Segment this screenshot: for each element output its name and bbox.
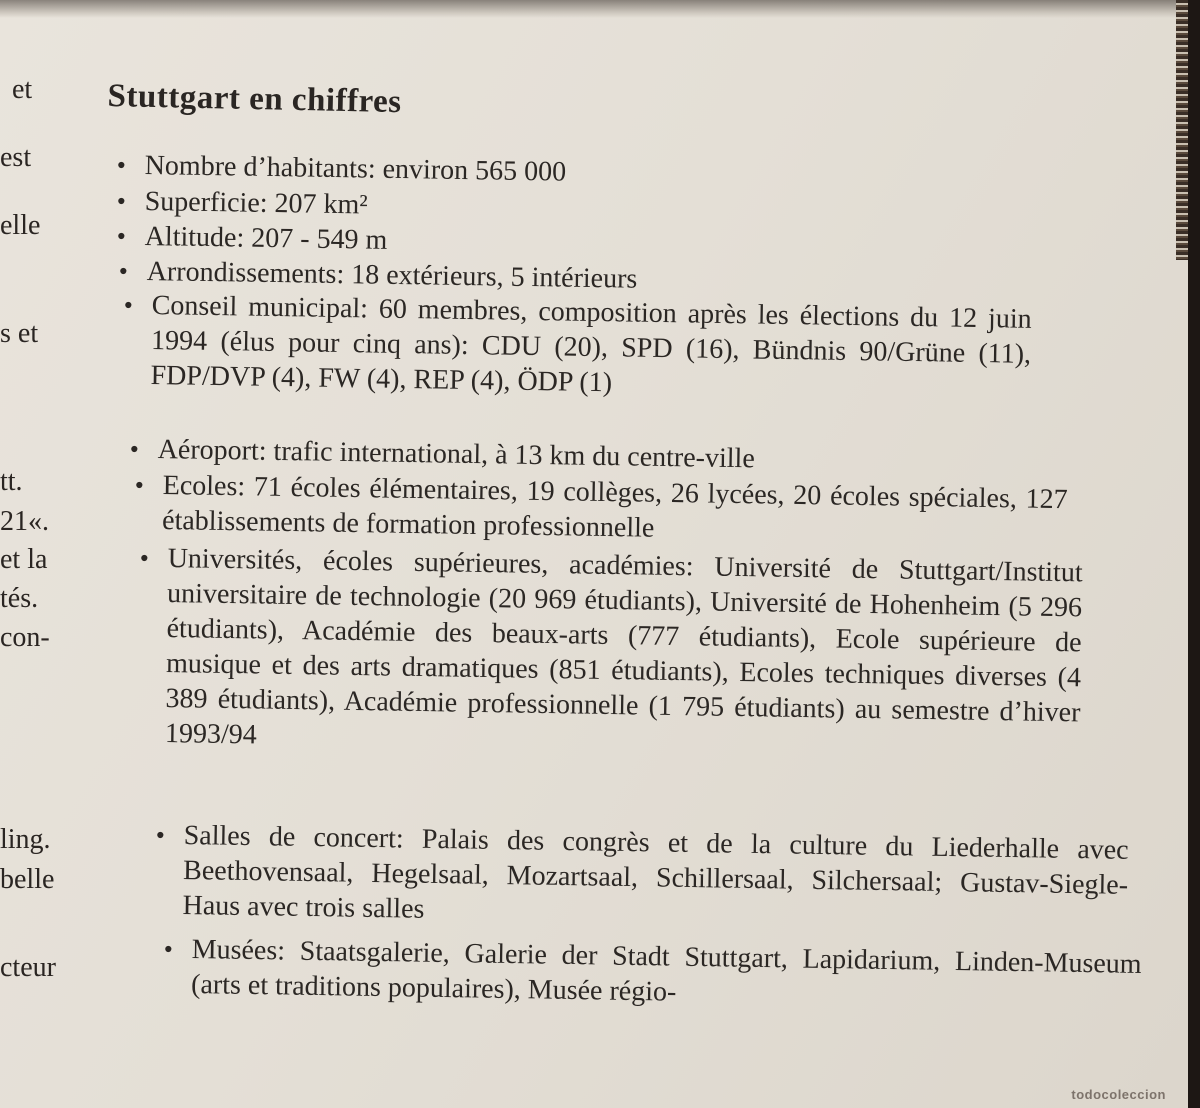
left-fragment: con- [0,622,50,653]
bullet-dot: • [116,186,127,216]
list-item-text: Musées: Staatsgalerie, Galerie der Stadt Stuttgart, Lapidarium, Linden-Museum (arts et traditions populaires), Musée régio- [190,933,1142,1008]
left-fragment: s et [0,318,39,349]
watermark: todocoleccion [1071,1087,1166,1102]
bullet-dot: • [134,470,145,500]
left-fragment: est [0,142,32,173]
left-fragment: elle [0,210,41,241]
list-item-text: Aéroport: trafic international, à 13 km du centre-ville [157,433,756,475]
bullet-dot: • [123,290,134,320]
bullet-dot: • [129,434,140,464]
left-fragment: ling. [0,824,51,855]
left-fragment: et [12,74,33,105]
section-title: Stuttgart en chiffres [107,78,402,121]
list-item-text: Salles de concert: Palais des congrès et de la culture du Liederhalle avec Beethovensaal, Hegelsaal, Mozartsaal, Schillersaal, Silchersaal; Gustav-Siegle-Haus avec trois salles [182,819,1129,925]
left-fragment: cteur [0,952,56,983]
list-item-text: Superficie: 207 km² [144,185,368,221]
page-edge-texture [1176,0,1188,260]
list-item-text: Ecoles: 71 écoles élémentaires, 19 collèges, 26 lycées, 20 écoles spéciales, 127 établissements de formation professionnelle [161,469,1068,544]
bullet-dot: • [116,221,127,251]
left-fragment: belle [0,864,55,895]
list-item-text: Nombre d’habitants: environ 565 000 [144,149,567,188]
bullet-dot: • [155,820,166,850]
previous-page-strip [0,0,1188,18]
list-item-text: Universités, écoles supérieures, académies: Université de Stuttgart/Institut universitaire de technologie (20 969 étudiants), Université de Hohenheim (5 296 étudiants), Académie des beaux-arts (777 étudiants), Ecole supérieure de musique et des arts dramatiques (851 étudiants), Ecoles techniques diverses (4 389 étudiants), Académie professionnelle (1 795 étudiants) au semestre d’hiver 1993/94 [164,542,1083,751]
list-item [163,932,1142,1017]
list-item [155,818,1129,938]
left-fragment: tés. [0,583,39,614]
list-item-text: Altitude: 207 - 549 m [144,220,388,256]
list-item-text: Conseil municipal: 60 membres, composition après les élections du 12 juin 1994 (élus pour cinq ans): CDU (20), SPD (16), Bündnis 90/Grüne (11), FDP/DVP (4), FW (4), REP (4), ÖDP (1) [150,289,1032,399]
bullet-dot: • [163,934,174,964]
list-item [139,541,1083,765]
list-item [134,468,1068,552]
bullet-dot: • [116,150,127,180]
left-fragment: tt. [0,466,23,497]
list-item [123,288,1032,407]
bullet-dot: • [139,543,150,573]
bullet-dot: • [118,256,129,286]
left-fragment: 21«. [0,506,49,537]
list-item-text: Arrondissements: 18 extérieurs, 5 intérieurs [146,255,638,295]
left-fragment: et la [0,544,48,575]
left-column-fragments [0,0,90,1108]
